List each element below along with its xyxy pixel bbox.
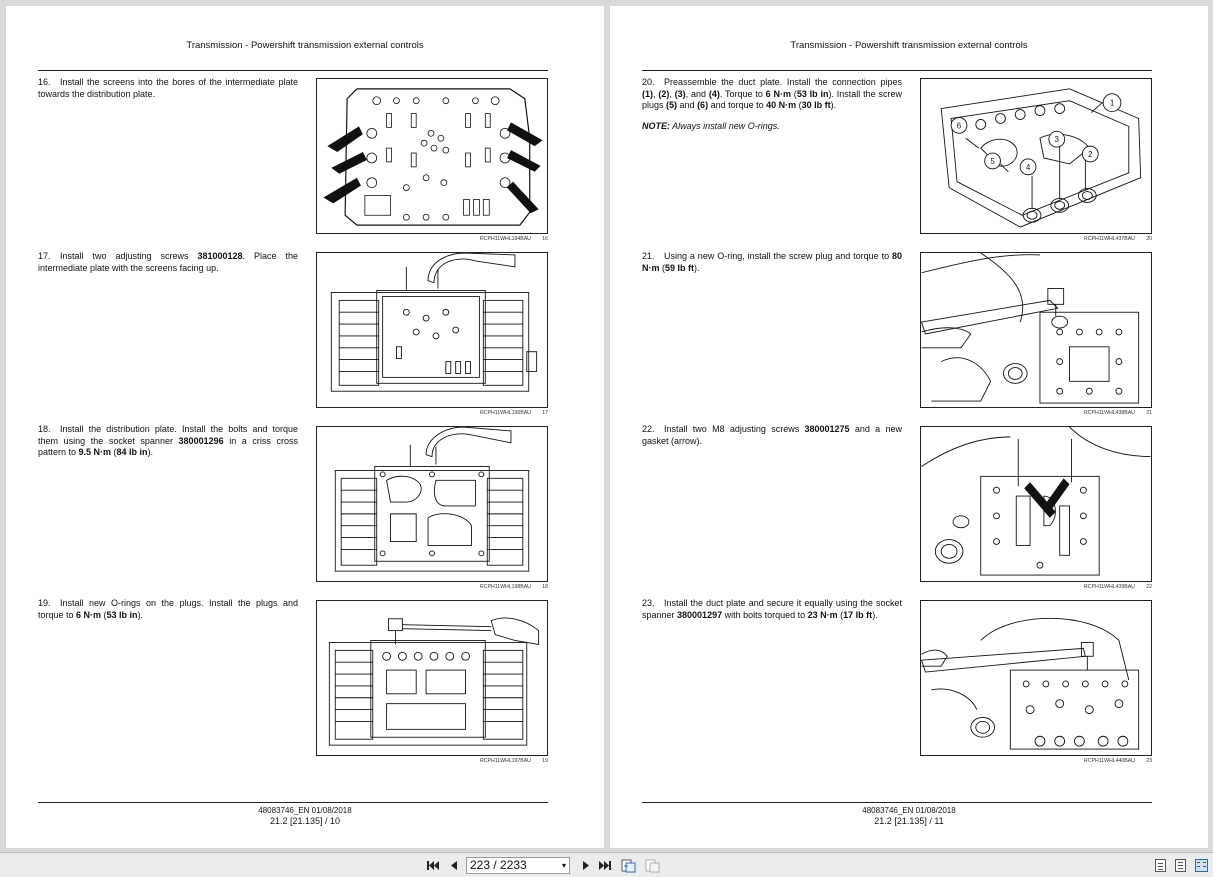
figure-reference: RCPH11WHL197BAU (480, 758, 531, 764)
step-20 (642, 77, 902, 132)
callout-3: 3 (1054, 135, 1059, 145)
figure-number: 17 (542, 410, 548, 416)
page-right (610, 6, 1208, 848)
step-text: Install the screens into the bores of the intermediate plate towards the distribution plate. (38, 77, 298, 99)
step-text: Preassemble the duct plate. Install the connection pipes (1), (2), (3), and (4). Torque to 6 N·m (53 lb in). Install the screw plugs (5) and (6) and torque to 40 N·m (30 lb ft). (642, 77, 902, 110)
header-rule (642, 70, 1152, 71)
step-number: 23. (642, 598, 655, 608)
next-page-icon[interactable] (580, 858, 592, 873)
figure-caption (1084, 584, 1154, 590)
callout-1: 1 (1109, 98, 1115, 108)
go-back-view-icon[interactable] (620, 858, 636, 873)
step-18 (38, 424, 298, 459)
figure-number: 22 (1146, 584, 1152, 590)
figure-number: 18 (542, 584, 548, 590)
figure-17-adjusting-screws (316, 252, 548, 408)
step-number: 16. (38, 77, 51, 87)
figure-number: 23 (1146, 758, 1152, 764)
step-note: NOTE: Always install new O-rings. (642, 120, 780, 131)
figure-number: 21 (1146, 410, 1152, 416)
figure-caption (1084, 410, 1154, 416)
page-number-value: 223 / 2233 (470, 858, 527, 872)
page-dropdown-caret-icon[interactable]: ▾ (561, 861, 566, 870)
figure-caption (1084, 758, 1154, 764)
figure-reference: RCPH11WHL440BAU (1084, 758, 1135, 764)
step-16 (38, 77, 298, 100)
footer-rule (38, 802, 548, 803)
figure-18-distribution-plate (316, 426, 548, 582)
page-number-input[interactable] (466, 857, 570, 874)
page-header-title: Transmission - Powershift transmission external controls (790, 40, 1028, 51)
header-rule (38, 70, 548, 71)
step-number: 17. (38, 251, 51, 261)
page-left (6, 6, 604, 848)
step-number: 18. (38, 424, 51, 434)
first-page-icon[interactable] (426, 858, 440, 873)
figure-caption (480, 410, 550, 416)
step-23 (642, 598, 902, 621)
figure-number: 19 (542, 758, 548, 764)
figure-reference: RCPH11WHL196BAU (480, 410, 531, 416)
last-page-icon[interactable] (598, 858, 612, 873)
figure-caption (480, 758, 550, 764)
figure-23-duct-plate-secure (920, 600, 1152, 756)
previous-page-icon[interactable] (448, 858, 460, 873)
step-number: 20. (642, 77, 655, 87)
figure-reference: RCPH11WHL439BAU (1084, 584, 1135, 590)
figure-reference: RCPH11WHL437BAU (1084, 236, 1135, 242)
figure-22-adjusting-screws-gasket (920, 426, 1152, 582)
figure-caption (480, 236, 550, 242)
continuous-view-icon[interactable] (1175, 859, 1186, 872)
go-forward-view-icon[interactable] (644, 858, 660, 873)
step-text: Install two adjusting screws 381000128. Place the intermediate plate with the screens facing up. (38, 251, 298, 273)
figure-reference: RCPH11WHL194BAU (480, 236, 531, 242)
figure-reference: RCPH11WHL198BAU (480, 584, 531, 590)
footer-rule (642, 802, 1152, 803)
figure-reference: RCPH11WHL438BAU (1084, 410, 1135, 416)
callout-5: 5 (990, 156, 995, 166)
figure-19-plugs-torque (316, 600, 548, 756)
page-footer (6, 806, 604, 826)
navigation-toolbar (0, 852, 1213, 877)
figure-number: 20 (1146, 236, 1152, 242)
figure-20-duct-plate (920, 78, 1152, 234)
page-header-title: Transmission - Powershift transmission external controls (186, 40, 424, 51)
step-text: Install new O-rings on the plugs. Install the plugs and torque to 6 N·m (53 lb in). (38, 598, 298, 620)
step-19 (38, 598, 298, 621)
step-number: 22. (642, 424, 655, 434)
page-number: 21.2 [21.135] / 10 (269, 816, 341, 826)
step-text: Install the duct plate and secure it equally using the socket spanner 380001297 with bolts torqued to 23 N·m (17 lb ft). (642, 598, 902, 620)
step-text: Install two M8 adjusting screws 380001275 and a new gasket (arrow). (642, 424, 902, 446)
footer-document-id: 48083746_EN 01/08/2018 (258, 806, 352, 815)
figure-caption (1084, 236, 1154, 242)
step-21 (642, 251, 902, 274)
figure-16-intermediate-plate (316, 78, 548, 234)
step-text: Install the distribution plate. Install the bolts and torque them using the socket spanner 380001296 in a criss cross pattern to 9.5 N·m (84 lb in). (38, 424, 298, 457)
step-22 (642, 424, 902, 447)
page-number: 21.2 [21.135] / 11 (874, 816, 944, 826)
page-footer (610, 806, 1208, 826)
two-page-view-icon[interactable] (1195, 859, 1208, 872)
callout-6: 6 (956, 121, 962, 131)
single-page-view-icon[interactable] (1155, 859, 1166, 872)
footer-document-id: 48083746_EN 01/08/2018 (862, 806, 956, 815)
step-text: Using a new O-ring, install the screw plug and torque to 80 N·m (59 lb ft). (642, 251, 902, 273)
callout-4: 4 (1025, 162, 1031, 172)
step-number: 19. (38, 598, 51, 608)
figure-21-screw-plug (920, 252, 1152, 408)
step-17 (38, 251, 298, 274)
step-number: 21. (642, 251, 655, 261)
figure-number: 16 (542, 236, 548, 242)
figure-caption (480, 584, 550, 590)
callout-2: 2 (1088, 149, 1093, 159)
